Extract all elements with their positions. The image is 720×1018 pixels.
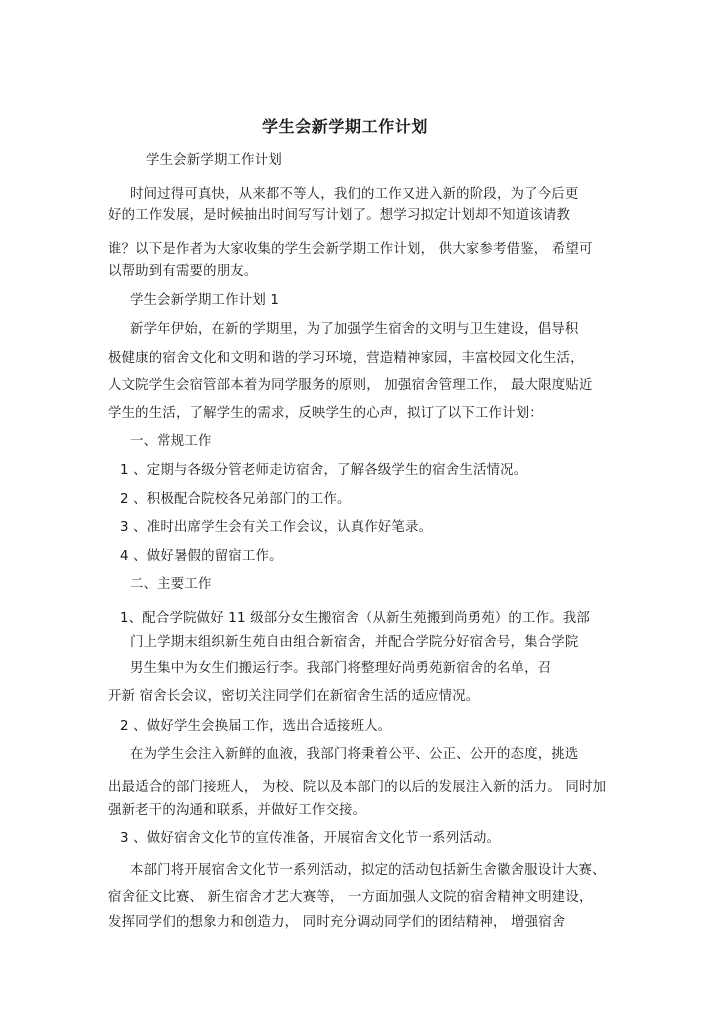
- paragraph-line: 出最适合的部门接班人， 为校、院以及本部门的以后的发展注入新的活力。 同时加: [108, 780, 607, 795]
- list-item: 2 、积极配合院校各兄弟部门的工作。: [120, 492, 351, 507]
- paragraph-line: 极健康的宿舍文化和文明和谐的学习环境，营造精神家园，丰富校园文化生活，: [108, 351, 584, 366]
- list-item: 1 、定期与各级分管老师走访宿舍，了解各级学生的宿舍生活情况。: [120, 463, 528, 478]
- paragraph-line: 以帮助到有需要的朋友。: [108, 264, 258, 279]
- paragraph-line: 发挥同学们的想象力和创造力， 同时充分调动同学们的团结精神， 增强宿舍: [108, 915, 566, 930]
- paragraph-line: 在为学生会注入新鲜的血液，我部门将秉着公平、公正、公开的态度，挑选: [130, 747, 579, 762]
- paragraph-line: 本部门将开展宿舍文化节一系列活动，拟定的活动包括新生舍徽舍服设计大赛、: [130, 863, 606, 878]
- paragraph-line: 宿舍征文比赛、 新生宿舍才艺大赛等， 一方面加强人文院的宿舍精神文明建设，: [108, 890, 593, 905]
- paragraph-line: 时间过得可真快，从来都不等人，我们的工作又进入新的阶段，为了今后更: [130, 187, 579, 202]
- list-item: 2 、做好学生会换届工作，选出合适接班人。: [120, 719, 392, 734]
- paragraph-line: 新学年伊始，在新的学期里，为了加强学生宿舍的文明与卫生建设，倡导积: [130, 322, 579, 337]
- paragraph-line: 学生的生活，了解学生的需求，反映学生的心声，拟订了以下工作计划：: [108, 406, 543, 421]
- section-heading: 二、主要工作: [130, 577, 212, 592]
- paragraph-line: 男生集中为女生们搬运行李。我部门将整理好尚勇苑新宿舍的名单，召: [130, 661, 552, 676]
- section-heading: 学生会新学期工作计划 1: [130, 293, 280, 308]
- list-item: 3 、准时出席学生会有关工作会议，认真作好笔录。: [120, 520, 433, 535]
- paragraph-line: 谁？以下是作者为大家收集的学生会新学期工作计划， 供大家参考借鉴， 希望可: [108, 242, 593, 257]
- paragraph-line: 强新老干的沟通和联系，并做好工作交接。: [108, 803, 367, 818]
- list-item: 1、配合学院做好 11 级部分女生搬宿舍（从新生苑搬到尚勇苑）的工作。我部: [120, 611, 590, 626]
- paragraph-line: 门上学期末组织新生苑自由组合新宿舍，并配合学院分好宿舍号，集合学院: [130, 635, 579, 650]
- page-title: 学生会新学期工作计划: [262, 117, 429, 136]
- paragraph-line: 人文院学生会宿管部本着为同学服务的原则， 加强宿舍管理工作， 最大限度贴近: [108, 378, 593, 393]
- paragraph-line: 好的工作发展，是时候抽出时间写写计划了。想学习拟定计划却不知道该请教: [108, 208, 571, 223]
- section-heading: 一、常规工作: [130, 434, 212, 449]
- paragraph-line: 开新 宿舍长会议，密切关注同学们在新宿舍生活的适应情况。: [108, 689, 480, 704]
- subtitle: 学生会新学期工作计划: [146, 153, 282, 168]
- list-item: 3 、做好宿舍文化节的宣传准备，开展宿舍文化节一系列活动。: [120, 831, 501, 846]
- list-item: 4 、做好暑假的留宿工作。: [120, 549, 283, 564]
